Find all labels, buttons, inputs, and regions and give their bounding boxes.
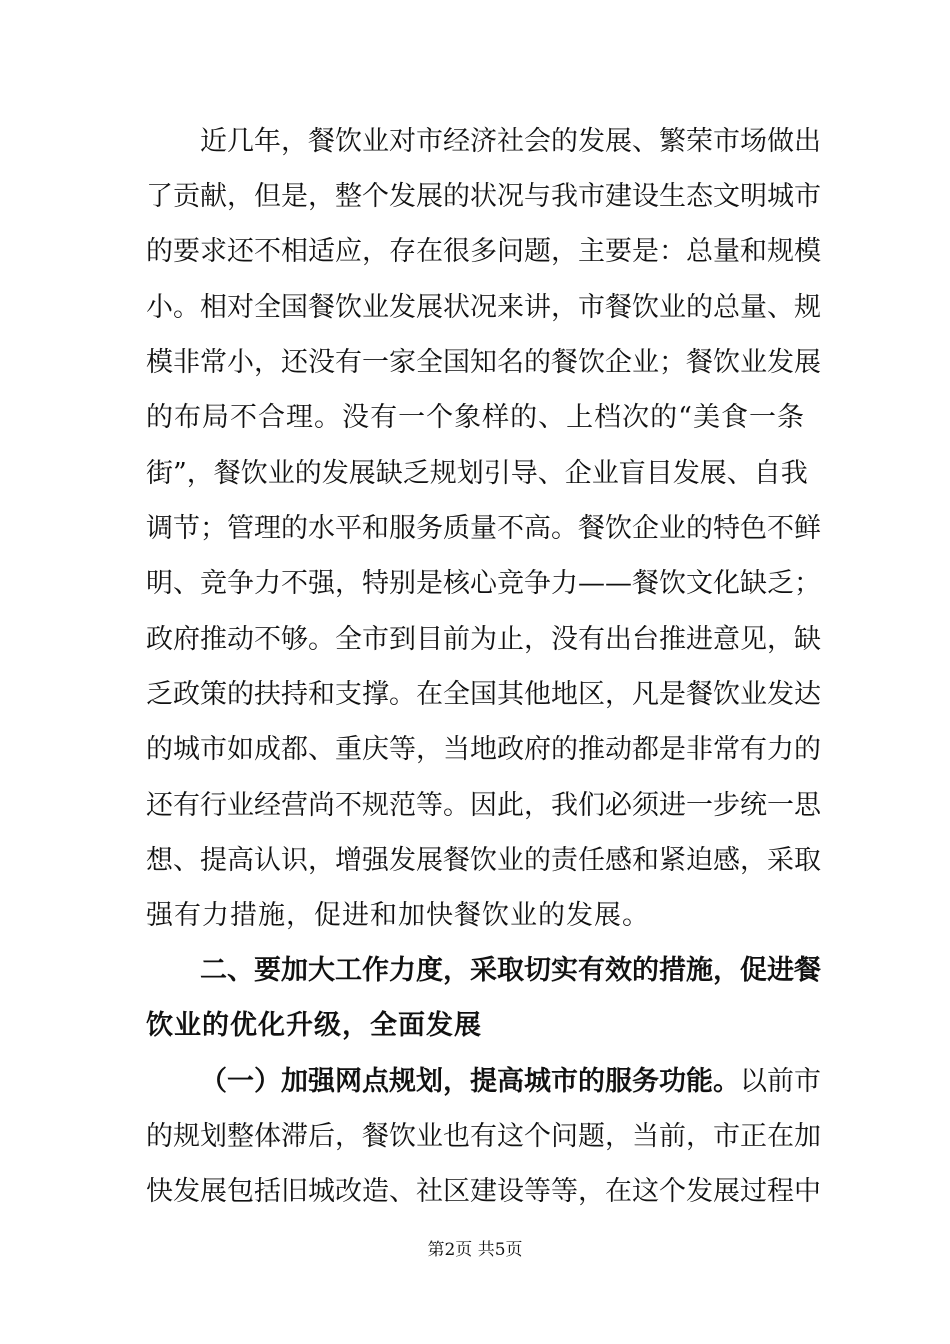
paragraph-1-line: 的要求还不相适应，存在很多问题，主要是：总量和规模 bbox=[146, 236, 821, 267]
paragraph-2-lead-text: 以前市 bbox=[740, 1066, 821, 1097]
paragraph-1-line: 近几年，餐饮业对市经济社会的发展、繁荣市场做出 bbox=[200, 126, 821, 157]
paragraph-1-line: 强有力措施，促进和加快餐饮业的发展。 bbox=[146, 900, 650, 931]
paragraph-1-line: 调节；管理的水平和服务质量不高。餐饮企业的特色不鲜 bbox=[146, 513, 821, 544]
paragraph-2-line: 的规划整体滞后，餐饮业也有这个问题，当前，市正在加 bbox=[146, 1121, 821, 1152]
section-heading-line: 二、要加大工作力度，采取切实有效的措施，促进餐 bbox=[200, 955, 821, 986]
subsection-title: （一）加强网点规划，提高城市的服务功能。 bbox=[200, 1066, 740, 1097]
paragraph-1-line: 乏政策的扶持和支撑。在全国其他地区，凡是餐饮业发达 bbox=[146, 679, 821, 710]
paragraph-1-line: 明、竞争力不强，特别是核心竞争力——餐饮文化缺乏； bbox=[146, 568, 821, 599]
paragraph-1-line: 的城市如成都、重庆等，当地政府的推动都是非常有力的 bbox=[146, 734, 821, 765]
paragraph-1-line: 想、提高认识，增强发展餐饮业的责任感和紧迫感，采取 bbox=[146, 845, 821, 876]
section-heading-line: 饮业的优化升级，全面发展 bbox=[146, 1010, 482, 1041]
paragraph-1-line: 政府推动不够。全市到目前为止，没有出台推进意见，缺 bbox=[146, 624, 821, 655]
paragraph-1-line: 的布局不合理。没有一个象样的、上档次的“美食一条 bbox=[146, 402, 804, 433]
paragraph-1-line: 还有行业经营尚不规范等。因此，我们必须进一步统一思 bbox=[146, 790, 821, 821]
paragraph-1-line: 街”，餐饮业的发展缺乏规划引导、企业盲目发展、自我 bbox=[146, 458, 808, 489]
page-footer: 第2页 共5页 bbox=[427, 1240, 523, 1260]
paragraph-1-line: 模非常小，还没有一家全国知名的餐饮企业；餐饮业发展 bbox=[146, 347, 821, 378]
paragraph-2-line: 快发展包括旧城改造、社区建设等等，在这个发展过程中 bbox=[146, 1176, 821, 1207]
paragraph-1-line: 了贡献，但是，整个发展的状况与我市建设生态文明城市 bbox=[146, 181, 821, 212]
paragraph-1-line: 小。相对全国餐饮业发展状况来讲，市餐饮业的总量、规 bbox=[146, 292, 821, 323]
paragraph-2-first-line bbox=[200, 1062, 821, 1102]
